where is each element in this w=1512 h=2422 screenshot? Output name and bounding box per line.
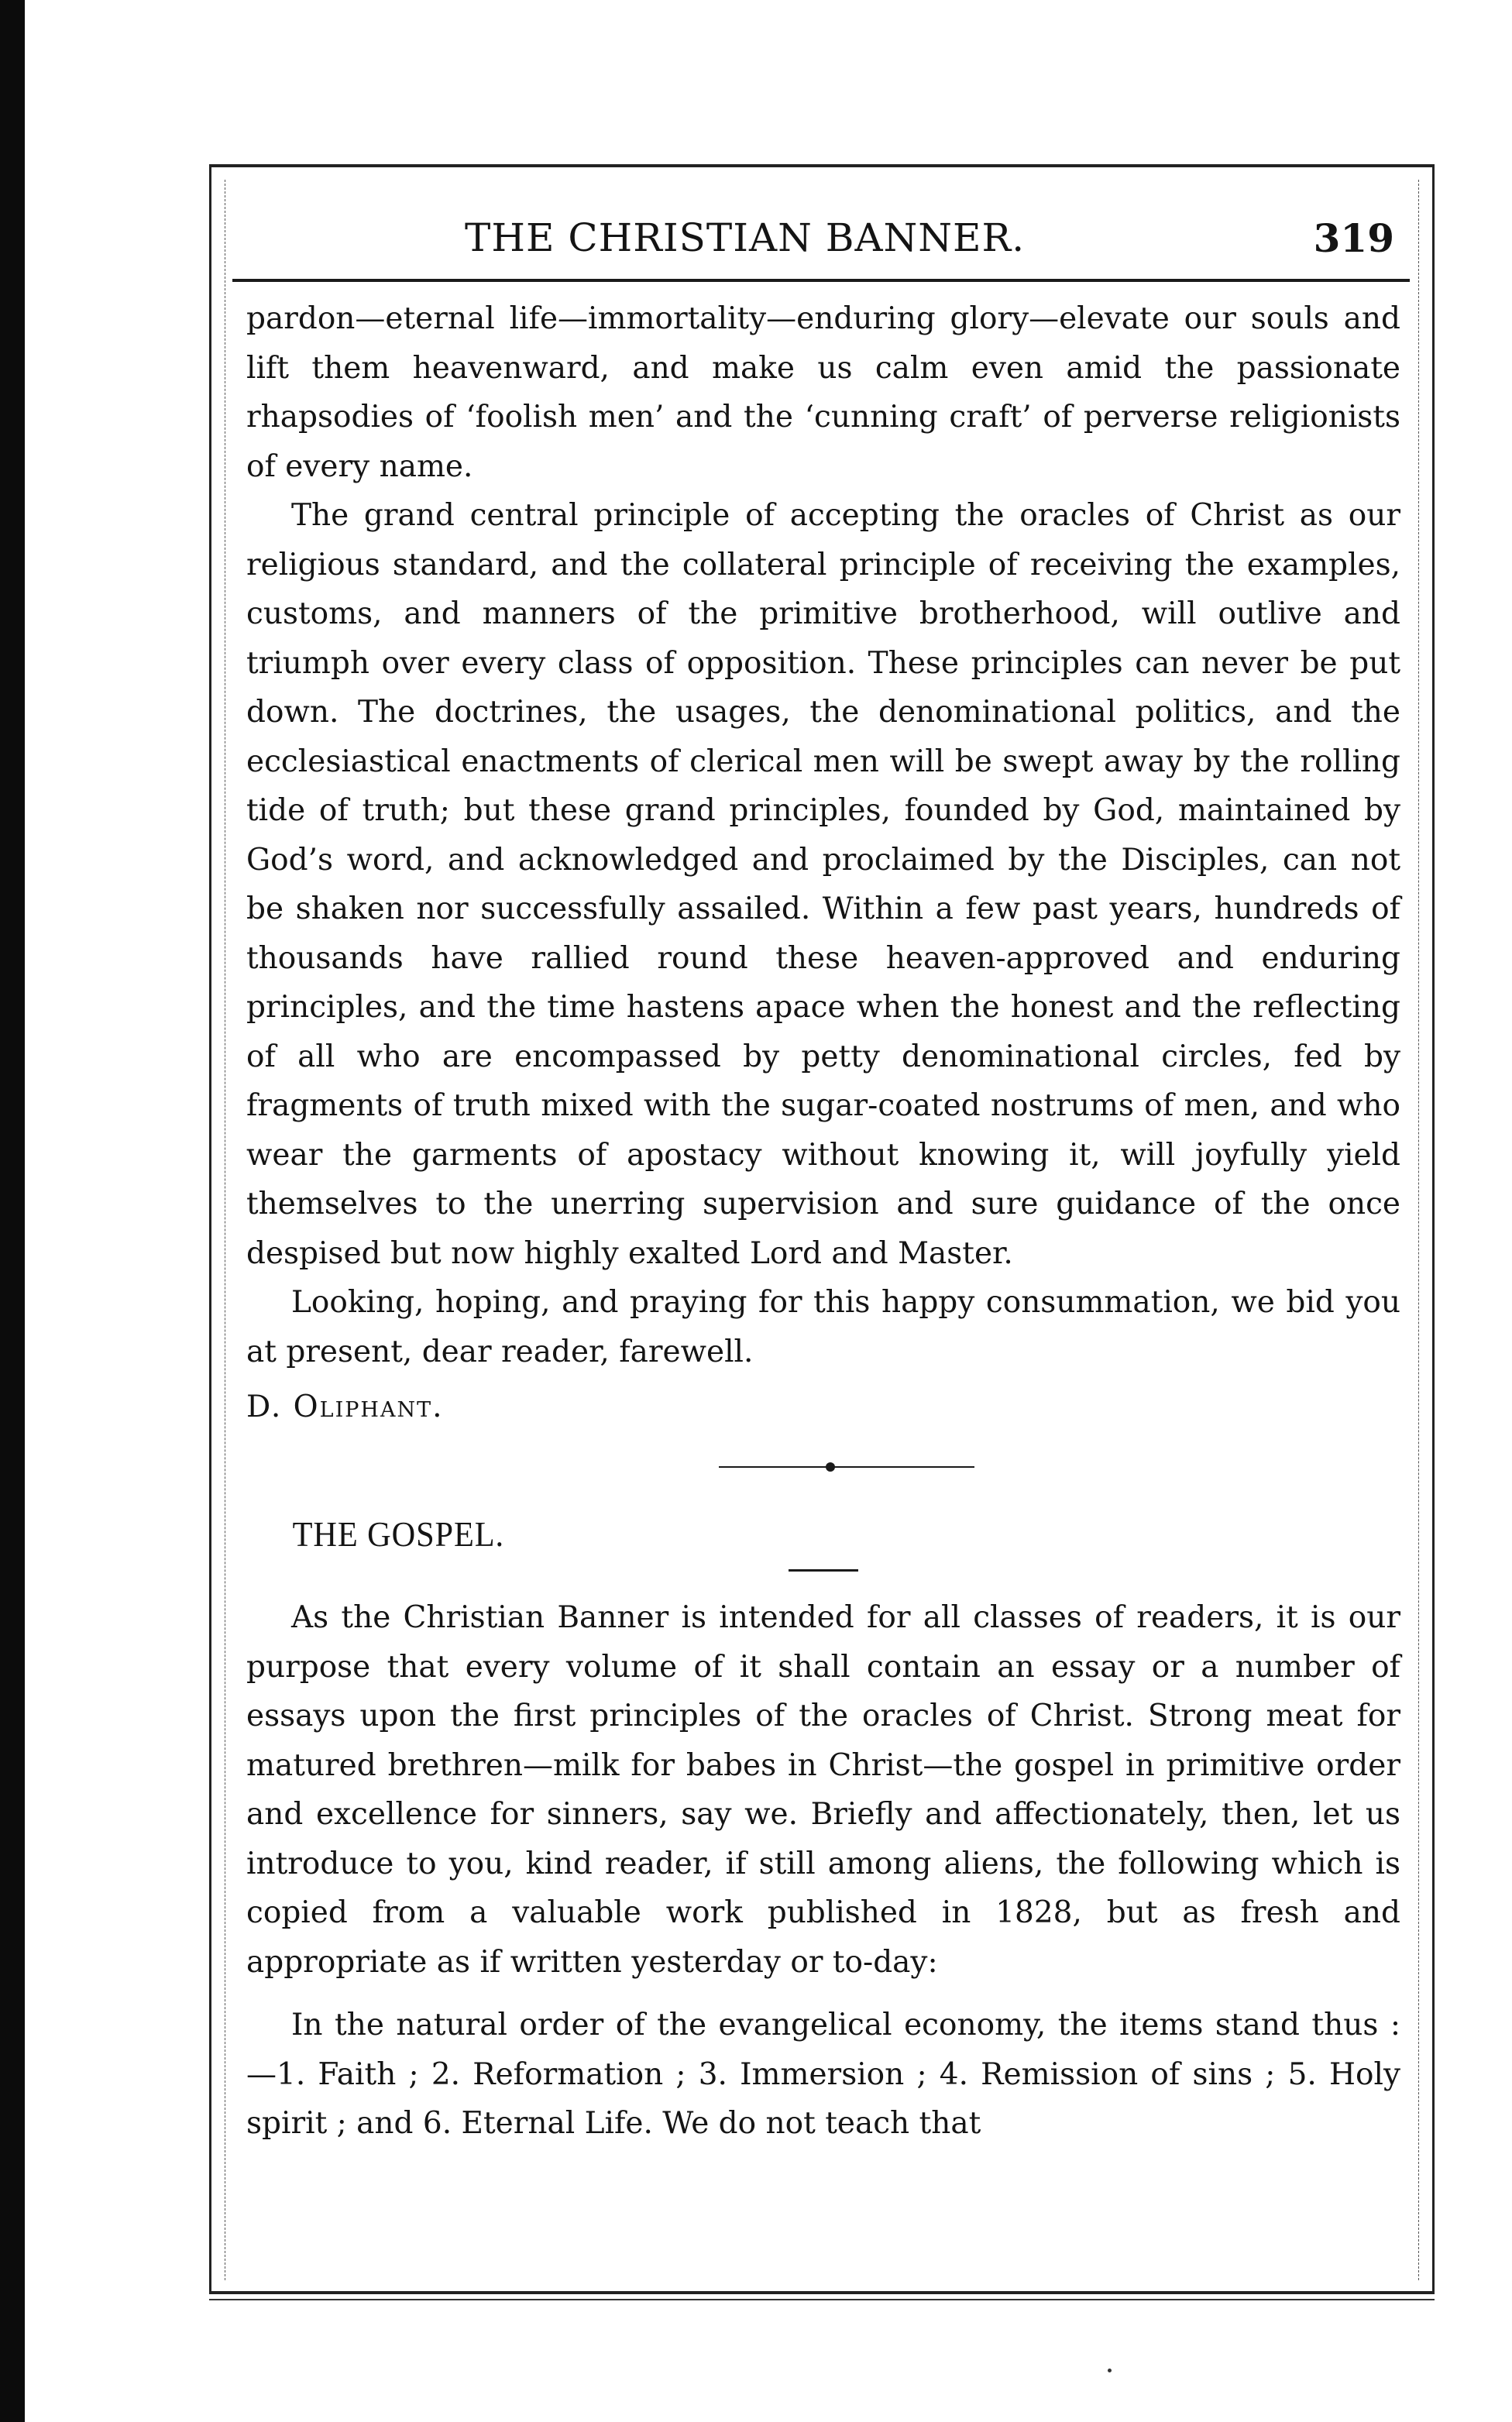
author-signature [246,1383,1400,1432]
title-rule [789,1569,858,1572]
divider-ornament [826,1462,835,1472]
page-number: 319 [1313,215,1394,261]
print-speck [1108,2369,1112,2372]
body-paragraph: The grand central principle of accepting the oracles of Christ as our religious standard, and the collateral principle of receiving the examples, customs, and manners of the primitive brotherhood, will outlive and triumph over every class of opposition. These principles can never be put down. The doctrines, the usages, the denominational politics, and the ecclesiastical enactments of clerical men will be swept away by the rolling tide of truth; but these grand principles, founded by God, maintained by God’s word, and acknowledged and proclaimed by the Disciples, can not be shaken nor successfully assailed. Within a few past years, hundreds of thousands have rallied round these heaven-approved and enduring principles, and the time hastens apace when the honest and the reflecting of all who are encompassed by petty denominational circles, fed by fragments of truth mixed with the sugar-coated nostrums of men, and who wear the garments of apostacy without knowing it, will joyfully yield themselves to the unerring supervision and sure guidance of the once despised but now highly exalted Lord and Master. [246,498,1400,1271]
author-name: D. Oliphant. [246,1390,444,1424]
section-title: THE GOSPEL. [292,1513,505,1554]
running-title: THE CHRISTIAN BANNER. [465,215,1026,260]
body-paragraph: Looking, hoping, and praying for this happy consummation, we bid you at present, dear reader, farewell. [246,1285,1400,1369]
page-header [232,208,1410,277]
body-paragraph: pardon—eternal life—immortality—enduring glory—elevate our souls and lift them heavenward, and make us calm even amid the passionate rhapsodies of ‘foolish men’ and the ‘cunning craft’ of perverse religionists of every name. [246,301,1400,484]
binding-edge [0,0,25,2422]
body-paragraph: As the Christian Banner is intended for all classes of readers, it is our purpose that every volume of it shall contain an essay or a number of essays upon the first principles of the oracles of Christ. Strong meat for matured brethren—milk for babes in Christ—the gospel in primitive order and excellence for sinners, say we. Briefly and affectionately, then, let us introduce to you, kind reader, if still among aliens, the following which is copied from a valuable work published in 1828, but as fresh and appropriate as if written yesterday or to-day: [246,1600,1400,1980]
page-body [246,294,1400,2149]
body-paragraph: In the natural order of the evangelical economy, the items stand thus :—1. Faith ; 2. Reformation ; 3. Immersion ; 4. Remission of sins ; 5. Holy spirit ; and 6. Eternal Life. We do not teach that [246,2008,1400,2141]
divider-line [719,1466,974,1468]
section-divider [246,1432,1400,1502]
article-closing [246,294,1400,1432]
header-rule [232,279,1410,282]
article-gospel [246,1510,1400,2149]
bottom-rule [209,2299,1435,2300]
